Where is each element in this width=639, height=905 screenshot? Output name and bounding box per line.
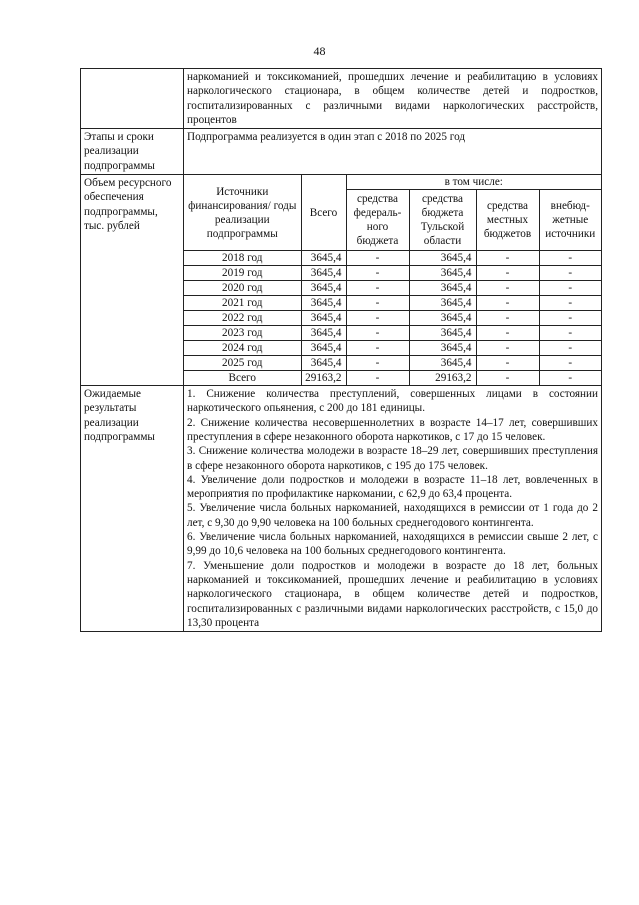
offbudget-cell: - — [539, 341, 601, 356]
result-item-7: 7. Уменьшение доли подростков и молодежи в возрасте до 18 лет, больных наркоманией и токсикоманией, прошедших лечение и реабилитацию в условиях наркологического стационара, в общем количестве детей и подростков, госпитализированных с различными видами наркологических расстройств, с 15,0 до 13,30 процента — [187, 559, 598, 629]
funding-row-2019 — [184, 266, 601, 281]
year-cell: 2019 год — [184, 266, 301, 281]
continuation-label-cell — [81, 69, 184, 129]
local-cell: - — [476, 371, 539, 386]
funding-row-2018 — [184, 251, 601, 266]
total-cell: 3645,4 — [301, 326, 346, 341]
year-cell: 2021 год — [184, 296, 301, 311]
result-item-1: 1. Снижение количества преступлений, совершенных лицами в состоянии наркотического опьянения, с 200 до 181 единицы. — [187, 388, 598, 415]
regional-cell: 3645,4 — [409, 311, 476, 326]
header-including: в том числе: — [346, 175, 601, 190]
total-cell: 3645,4 — [301, 311, 346, 326]
results-row — [81, 386, 602, 632]
result-item-5: 5. Увеличение числа больных наркоманией, находящихся в ремиссии от 1 года до 2 лет, с 9,30 до 9,90 человека на 100 больных среднегодового контингента. — [187, 502, 598, 529]
local-cell: - — [476, 266, 539, 281]
page-number: 48 — [313, 44, 326, 58]
offbudget-cell: - — [539, 266, 601, 281]
header-local: средства местных бюджетов — [476, 190, 539, 251]
offbudget-cell: - — [539, 296, 601, 311]
funding-label: Объем ресурсного обеспечения подпрограммы, тыс. рублей — [81, 175, 184, 386]
stages-row — [81, 129, 602, 175]
offbudget-cell: - — [539, 356, 601, 371]
year-cell: 2018 год — [184, 251, 301, 266]
results-cell — [184, 386, 602, 632]
federal-cell: - — [346, 341, 409, 356]
year-cell: 2025 год — [184, 356, 301, 371]
regional-cell: 3645,4 — [409, 326, 476, 341]
header-offbudget: внебюд-жетные источники — [539, 190, 601, 251]
local-cell: - — [476, 356, 539, 371]
regional-cell: 3645,4 — [409, 266, 476, 281]
result-item-4: 4. Увеличение доли подростков и молодежи в возрасте 11–18 лет, вовлеченных в мероприятия по профилактике наркомании, с 62,9 до 63,4 процента. — [187, 473, 598, 501]
header-federal: средства федераль-ного бюджета — [346, 190, 409, 251]
funding-row — [81, 175, 602, 386]
funding-table-cell — [184, 175, 602, 386]
funding-row-2024 — [184, 341, 601, 356]
local-cell: - — [476, 296, 539, 311]
federal-cell: - — [346, 266, 409, 281]
continuation-text: наркоманией и токсикоманией, прошедших лечение и реабилитацию в условиях наркологического стационара, в общем количестве детей и подростков, госпитализированных с различными видами наркологических расстройств, процентов — [184, 69, 602, 129]
local-cell: - — [476, 341, 539, 356]
passport-table — [80, 68, 602, 632]
federal-cell: - — [346, 326, 409, 341]
local-cell: - — [476, 311, 539, 326]
offbudget-cell: - — [539, 281, 601, 296]
total-cell: 3645,4 — [301, 296, 346, 311]
result-item-3: 3. Снижение количества молодежи в возрасте 18–29 лет, совершивших преступления в сфере незаконного оборота наркотиков, с 195 до 175 человек. — [187, 445, 598, 472]
result-item-6: 6. Увеличение числа больных наркоманией, находящихся в ремиссии свыше 2 лет, с 9,99 до 10,6 человека на 100 больных среднегодового контингента. — [187, 531, 598, 558]
year-cell: 2020 год — [184, 281, 301, 296]
total-cell: 29163,2 — [301, 371, 346, 386]
funding-row-2022 — [184, 311, 601, 326]
regional-cell: 3645,4 — [409, 296, 476, 311]
total-cell: 3645,4 — [301, 341, 346, 356]
local-cell: - — [476, 326, 539, 341]
regional-cell: 3645,4 — [409, 251, 476, 266]
federal-cell: - — [346, 356, 409, 371]
header-total: Всего — [301, 175, 346, 251]
federal-cell: - — [346, 281, 409, 296]
results-label: Ожидаемые результаты реализации подпрограммы — [81, 386, 184, 632]
year-cell: Всего — [184, 371, 301, 386]
funding-row-2023 — [184, 326, 601, 341]
offbudget-cell: - — [539, 371, 601, 386]
year-cell: 2024 год — [184, 341, 301, 356]
federal-cell: - — [346, 296, 409, 311]
regional-cell: 3645,4 — [409, 341, 476, 356]
regional-cell: 29163,2 — [409, 371, 476, 386]
funding-row-total — [184, 371, 601, 386]
stages-value: Подпрограмма реализуется в один этап с 2018 по 2025 год — [184, 129, 602, 175]
funding-row-2025 — [184, 356, 601, 371]
total-cell: 3645,4 — [301, 251, 346, 266]
federal-cell: - — [346, 251, 409, 266]
year-cell: 2022 год — [184, 311, 301, 326]
year-cell: 2023 год — [184, 326, 301, 341]
offbudget-cell: - — [539, 326, 601, 341]
regional-cell: 3645,4 — [409, 281, 476, 296]
funding-header-row-1 — [184, 175, 601, 190]
result-item-2: 2. Снижение количества несовершеннолетних в возрасте 14–17 лет, совершивших преступления в сфере незаконного оборота наркотиков, с 17 до 15 человек. — [187, 416, 598, 443]
regional-cell: 3645,4 — [409, 356, 476, 371]
funding-row-2020 — [184, 281, 601, 296]
offbudget-cell: - — [539, 311, 601, 326]
funding-row-2021 — [184, 296, 601, 311]
continuation-row — [81, 69, 602, 129]
funding-table — [184, 175, 601, 385]
header-source: Источники финансирования/ годы реализации подпрограммы — [184, 175, 301, 251]
total-cell: 3645,4 — [301, 281, 346, 296]
federal-cell: - — [346, 371, 409, 386]
stages-label: Этапы и сроки реализации подпрограммы — [81, 129, 184, 175]
local-cell: - — [476, 251, 539, 266]
offbudget-cell: - — [539, 251, 601, 266]
total-cell: 3645,4 — [301, 266, 346, 281]
local-cell: - — [476, 281, 539, 296]
total-cell: 3645,4 — [301, 356, 346, 371]
header-regional: средства бюджета Тульской области — [409, 190, 476, 251]
federal-cell: - — [346, 311, 409, 326]
